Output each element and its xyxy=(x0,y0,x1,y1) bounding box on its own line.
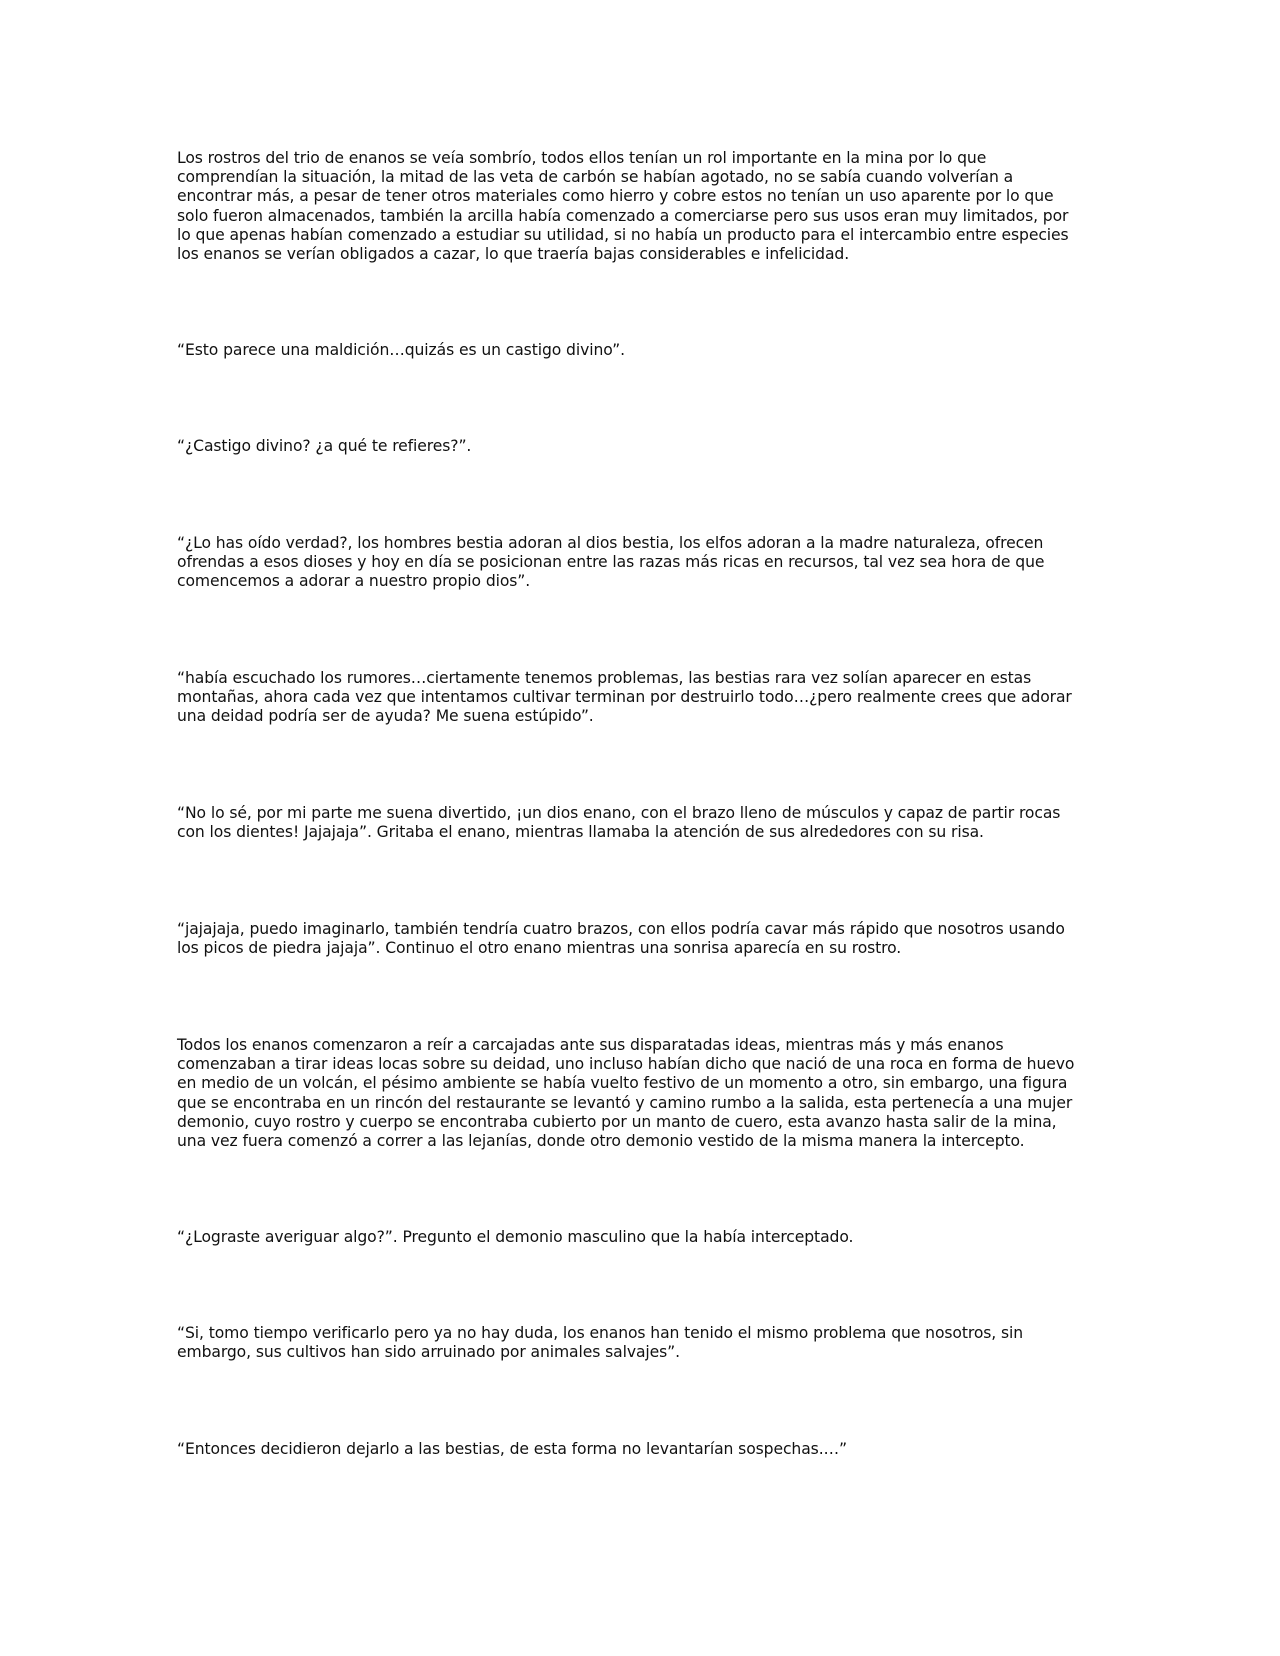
paragraph-dialogue-2 xyxy=(177,437,1097,456)
text-line: en medio de un volcán, el pésimo ambiente se había vuelto festivo de un momento a otro, sin embargo, una figura xyxy=(177,1074,1068,1093)
paragraph-dialogue-6 xyxy=(177,920,1097,958)
paragraph-dialogue-5 xyxy=(177,804,1097,842)
text-line: montañas, ahora cada vez que intentamos cultivar terminan por destruirlo todo…¿pero realmente crees que adorar xyxy=(177,688,1072,707)
text-line: comencemos a adorar a nuestro propio dios”. xyxy=(177,572,531,591)
paragraph-dialogue-9 xyxy=(177,1440,1097,1459)
text-line: “Entonces decidieron dejarlo a las bestias, de esta forma no levantarían sospechas.…” xyxy=(177,1440,848,1458)
text-line: Todos los enanos comenzaron a reír a carcajadas ante sus disparatadas ideas, mientras más y más enanos xyxy=(177,1036,1004,1054)
text-line: demonio, cuyo rostro y cuerpo se encontraba cubierto por un manto de cuero, esta avanzo hasta salir de la mina, xyxy=(177,1112,1057,1131)
paragraph-dialogue-7 xyxy=(177,1228,1097,1247)
text-line: “había escuchado los rumores…ciertamente tenemos problemas, las bestias rara vez solían aparecer en estas xyxy=(177,669,1032,687)
paragraph-narration-1 xyxy=(177,149,1097,264)
text-line: “Esto parece una maldición…quizás es un castigo divino”. xyxy=(177,341,625,359)
text-line: con los dientes! Jajajaja”. Gritaba el enano, mientras llamaba la atención de sus alrededores con su risa. xyxy=(177,823,984,842)
text-line: lo que apenas habían comenzado a estudiar su utilidad, si no había un producto para el intercambio entre especies xyxy=(177,225,1069,244)
paragraph-dialogue-3 xyxy=(177,534,1097,592)
text-line: encontrar más, a pesar de tener otros materiales como hierro y cobre estos no tenían un uso aparente por lo que xyxy=(177,187,1054,206)
text-line: comprendían la situación, la mitad de las veta de carbón se habían agotado, no se sabía cuando volverían a xyxy=(177,168,1014,187)
paragraph-narration-2 xyxy=(177,1036,1097,1151)
text-line: solo fueron almacenados, también la arcilla había comenzado a comerciarse pero sus usos eran muy limitados, por xyxy=(177,206,1069,225)
text-line: una vez fuera comenzó a correr a las lejanías, donde otro demonio vestido de la misma manera la intercepto. xyxy=(177,1132,1025,1151)
paragraph-dialogue-1 xyxy=(177,341,1097,360)
text-line: “Si, tomo tiempo verificarlo pero ya no hay duda, los enanos han tenido el mismo problema que nosotros, sin xyxy=(177,1324,1024,1342)
text-line: “jajajaja, puedo imaginarlo, también tendría cuatro brazos, con ellos podría cavar más rápido que nosotros usando xyxy=(177,920,1065,938)
text-line: “¿Lo has oído verdad?, los hombres bestia adoran al dios bestia, los elfos adoran a la madre naturaleza, ofrecen xyxy=(177,534,1044,552)
text-line: “¿Lograste averiguar algo?”. Pregunto el demonio masculino que la había interceptado. xyxy=(177,1228,854,1246)
text-line: Los rostros del trio de enanos se veía sombrío, todos ellos tenían un rol importante en la mina por lo que xyxy=(177,149,987,167)
text-line: comenzaban a tirar ideas locas sobre su deidad, uno incluso habían dicho que nació de una roca en forma de huevo xyxy=(177,1055,1075,1074)
text-line: “No lo sé, por mi parte me suena divertido, ¡un dios enano, con el brazo lleno de músculos y capaz de partir rocas xyxy=(177,804,1061,822)
text-line: “¿Castigo divino? ¿a qué te refieres?”. xyxy=(177,437,472,455)
text-line: los enanos se verían obligados a cazar, lo que traería bajas considerables e infelicidad. xyxy=(177,245,850,264)
text-line: embargo, sus cultivos han sido arruinado por animales salvajes”. xyxy=(177,1343,681,1362)
text-line: una deidad podría ser de ayuda? Me suena estúpido”. xyxy=(177,707,594,726)
text-line: que se encontraba en un rincón del restaurante se levantó y camino rumbo a la salida, esta pertenecía a una mujer xyxy=(177,1093,1073,1112)
text-line: los picos de piedra jajaja”. Continuo el otro enano mientras una sonrisa aparecía en su rostro. xyxy=(177,939,902,958)
text-line: ofrendas a esos dioses y hoy en día se posicionan entre las razas más ricas en recursos, tal vez sea hora de que xyxy=(177,553,1045,572)
paragraph-dialogue-8 xyxy=(177,1324,1097,1362)
paragraph-dialogue-4 xyxy=(177,669,1097,727)
